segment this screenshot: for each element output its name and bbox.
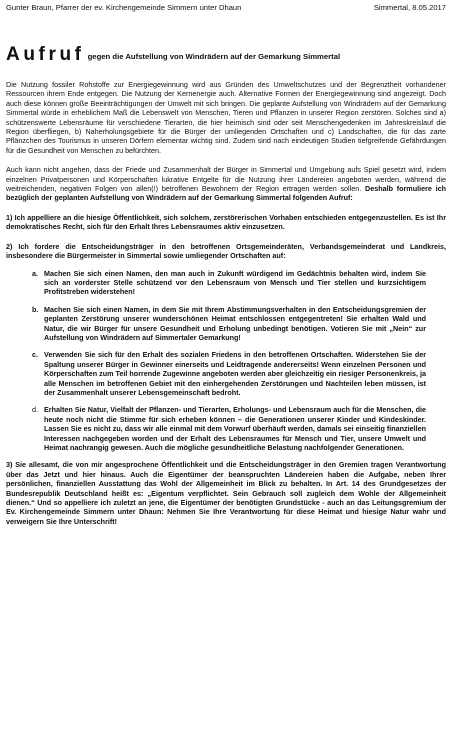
demands-list — [6, 269, 446, 453]
list-item — [6, 305, 446, 343]
list-item-text: Machen Sie sich einen Namen, den man auch in Zukunft würdigend im Gedächtnis behalten wird, indem Sie sich an vorderster Stelle schützend vor den Lebensraum von Mensch und Tier stellen und kurzsichtigem Profitstreben widerstehen! — [44, 268, 426, 297]
list-item — [6, 269, 446, 297]
page-title: Aufruf — [6, 44, 85, 65]
context-paragraph — [6, 165, 446, 203]
author-line: Gunter Braun, Pfarrer der ev. Kirchengemeinde Simmern unter Dhaun — [6, 3, 242, 12]
list-marker: d. — [32, 405, 38, 415]
page-subtitle: gegen die Aufstellung von Windrädern auf der Gemarkung Simmertal — [87, 52, 341, 61]
intro-paragraph: Die Nutzung fossiler Rohstoffe zur Energiegewinnung wird aus Gründen des Umweltschutzes und der Begrenztheit vorhandener Ressourcen ihrem Ende entgegen. Die Nutzung der Kernenergie auch. Alternative Formen der Energiegewinnung sind angezeigt. Doch auch diese können große Beeinträchtigungen der Umwelt mit sich bringen. Die geplante Aufstellung von Windrädern auf der Gemarkung Simmertal würde in erheblichem Maß die Lebenswelt von Menschen, Tieren und Pflanzen in unserer Region zerstören. Solches sind a) schützenswerte Lebensräume für verschiedene Tierarten, die hier heimisch sind oder seit Menschengedenken im Jahreskreislauf die Region überfliegen, b) Naherholungsgebiete für die Bürger der umliegenden Ortschaften und c) Landschaften, die für das zarte Pflänzchen des Tourismus in unseren Dörfern elementar wichtig sind. Zudem sind nach eindeutigen Studien tiefgreifende Gefährdungen für die Gesundheit von Menschen zu befürchten. — [6, 80, 446, 155]
letter-header — [6, 0, 446, 15]
title-row — [6, 42, 446, 64]
list-marker: b. — [32, 304, 39, 314]
context-bold-text: Deshalb formuliere ich bezüglich der geplanten Aufstellung von Windrädern auf der Gemarkung Simmertal folgenden Aufruf: — [6, 184, 447, 203]
appeal-3-paragraph: 3) Sie allesamt, die von mir angesprochene Öffentlichkeit und die Entscheidungsträger in den Gremien tragen Verantwortung über das Jetzt und hier hinaus. Auch die Eigentümer der beanspruchten Ländereien haben die Aufgabe, neben Ihrer persönlichen, finanziellen Ausstattung das Wohl der Allgemeinheit im Blick zu behalten. In Art. 14 des Grundgesetzes der Bundesrepublik Deutschland heißt es: „Eigentum verpflichtet. Sein Gebrauch soll zugleich dem Wohle der Allgemeinheit dienen.“ Und so appelliere ich zuletzt an jene, die Eigentümer der benötigten Grundstücke - auch an das Leitungsgremium der Ev. Kirchengemeinde Simmern unter Dhaun: Nehmen Sie Ihre Verantwortung für diese Heimat und hiesige Natur wahr und verweigern Sie Ihre Unterschrift! — [6, 460, 446, 526]
list-item-text: Verwenden Sie sich für den Erhalt des sozialen Friedens in den betroffenen Ortschaften. Widerstehen Sie der Spaltung unserer Bürger in Gewinner einerseits und Leidtragende andererseits! Wenn einzelnen Personen und Körperschaften zum Teil horrende Zugewinne angeboten werden aber gleichzeitig ein riesiger Personenkreis, ja alle Menschen im betroffenen Gebiet mit den einhergehenden Zerstörungen und Nachteilen leben müssen, ist der Zusammenhalt unserer Lebensgemeinschaft bedroht. — [44, 350, 426, 397]
context-text: Auch kann nicht angehen, dass der Friede und Zusammenhalt der Bürger in Simmertal und Umgebung aufs Spiel gesetzt wird, indem einzelnen Privatpersonen und Körperschaften lukrative Entgelte für die Nutzung ihrer Ländereien angeboten werden, während die weitreichenden, negativen Folgen von allen(!) betroffenen Bewohnern der Region ertragen werden sollen. — [6, 165, 446, 194]
list-item-text: Erhalten Sie Natur, Vielfalt der Pflanzen- und Tierarten, Erholungs- und Lebensraum auch für die Menschen, die heute noch nicht die Stimme für sich erheben können – die Generationen unserer Kinder und Kindeskinder. Lassen Sie es nicht zu, dass wir alle einmal mit dem Vorwurf überhäuft werden, damals sei einseitig finanziellen Interessen nachgegeben worden und der Erhalt des Lebensraumes für Mensch und Tier, unsere Umwelt und Heimat nachrangig gewesen. Auch die mögliche gesundheitliche Belastung nachfolgender Generationen. — [44, 405, 426, 452]
place-date: Simmertal, 8.05.2017 — [373, 3, 446, 12]
appeal-1-paragraph: 1) Ich appelliere an die hiesige Öffentlichkeit, sich solchem, zerstörerischen Vorhaben entschieden entgegenzustellen. Es ist Ihr demokratisches Recht, sich für den Erhalt Ihres Lebensraumes aktiv einzusetzen. — [6, 212, 446, 232]
list-marker: c. — [32, 350, 38, 360]
appeal-2-paragraph: 2) Ich fordere die Entscheidungsträger in den betroffenen Ortsgemeinderäten, Verbandsgemeinderat und Landkreis, insbesondere die Bürgermeister in Simmertal sowie umliegender Ortschaften auf: — [6, 241, 446, 261]
list-item — [6, 350, 446, 397]
list-item — [6, 405, 446, 452]
list-item-text: Machen Sie sich einen Namen, in dem Sie mit Ihrem Abstimmungsverhalten in den Entscheidungsgremien der geplanten Zerstörung unserer wunderschönen Heimat entschlossen entgegentreten! Sie erhalten Wald und Natur, die wir Bürger für unsere Gesundheit und Erholung unbedingt benötigen. Votieren Sie mit „Nein“ zur Aufstellung von Windrädern auf Simmertaler Gemarkung! — [44, 304, 426, 342]
list-marker: a. — [32, 268, 38, 278]
